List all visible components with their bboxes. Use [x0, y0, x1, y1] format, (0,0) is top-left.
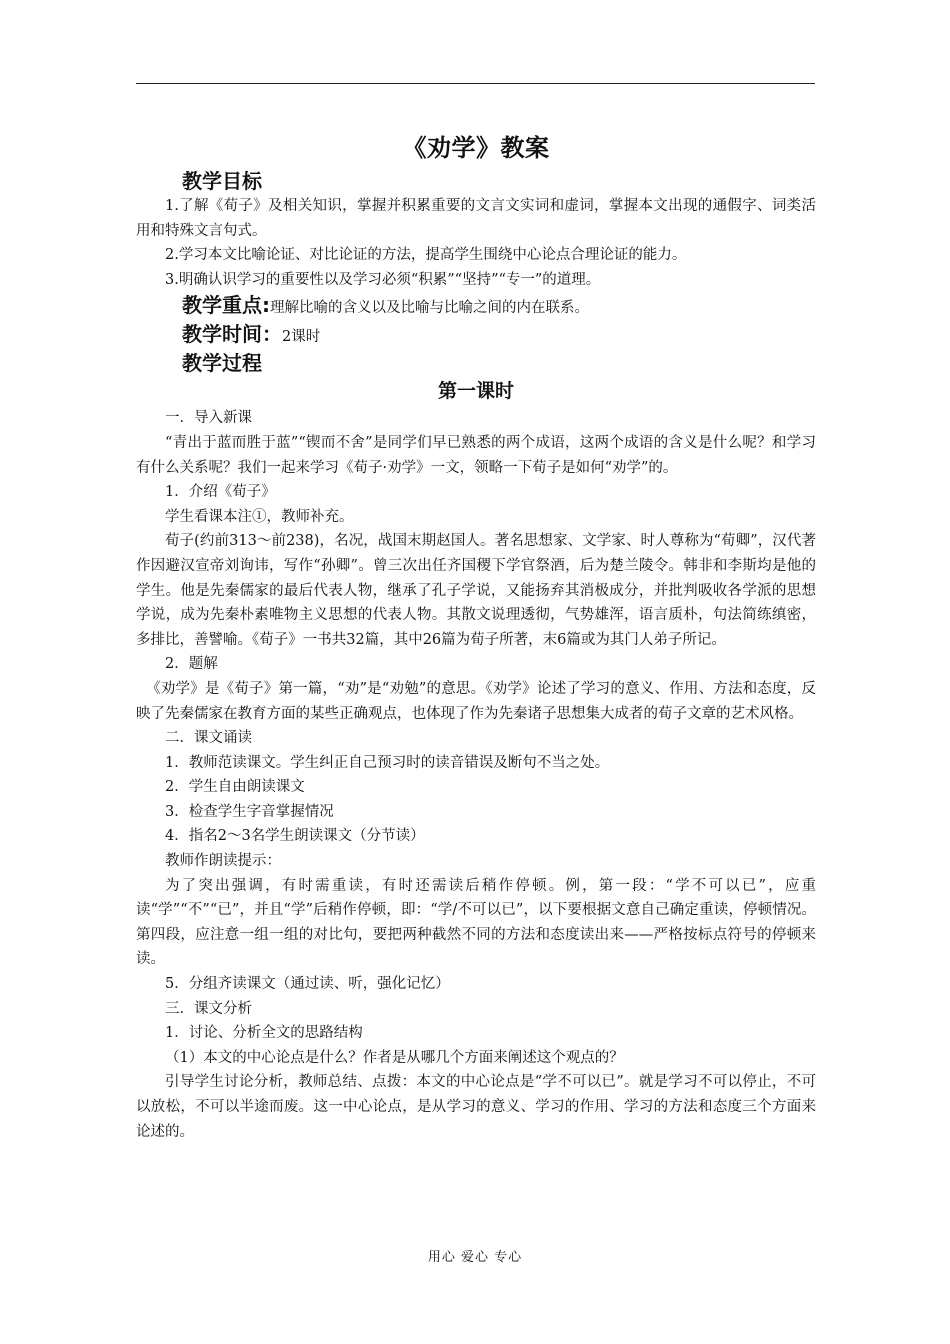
paragraph: 学生看课本注①，教师补充。: [165, 508, 354, 525]
paragraph: 5．分组齐读课文（通过读、听，强化记忆）: [165, 976, 450, 993]
key-point-label: 教学重点:: [182, 293, 270, 318]
lesson-title: 第一课时: [437, 380, 514, 403]
process-heading: 教学过程: [182, 351, 262, 376]
paragraph: 4．指名2～3名学生朗读课文（分节读）: [165, 828, 425, 845]
teaching-time-label: 教学时间：: [182, 322, 282, 347]
key-point-text: 理解比喻的含义以及比喻与比喻之间的内在联系。: [270, 300, 589, 317]
paragraph: “青出于蓝而胜于蓝”“锲而不舍”是同学们早已熟悉的两个成语，这两个成语的含义是什么呢？和学习有什么关系呢？我们一起来学习《荀子·劝学》一文，领略一下荀子是如何“劝学”的。: [136, 434, 816, 476]
header-rule: [136, 83, 815, 84]
paragraph: 《劝学》是《荀子》第一篇，“劝”是“劝勉”的意思。《劝学》论述了学习的意义、作用、方法和态度，反映了先秦儒家在教育方面的某些正确观点，也体现了作为先秦诸子思想集大成者的荀子文章的艺术风格。: [136, 680, 816, 722]
paragraph: 为了突出强调，有时需重读，有时还需读后稍作停顿。例，第一段：“学不可以已”，应重读“学”“不”“已”，并且“学”后稍作停顿，即：“学/不可以已”，以下要根据文意自己确定重读，停顿情况。第四段，应注意一组一组的对比句，要把两种截然不同的方法和态度读出来——严格按标点符号的停顿来读。: [136, 877, 816, 968]
paragraph: 一．导入新课: [165, 410, 252, 427]
paragraph: 教师作朗读提示：: [165, 853, 281, 870]
paragraph: 2．学生自由朗读课文: [165, 779, 305, 796]
document-body: [136, 128, 816, 1144]
paragraph: 1．教师范读课文。学生纠正自己预习时的读音错误及断句不当之处。: [165, 754, 610, 771]
paragraph: 1．介绍《荀子》: [165, 484, 276, 501]
teaching-time-text: 2课时: [282, 329, 321, 346]
paragraph: 引导学生讨论分析，教师总结、点拨：本文的中心论点是“学不可以已”。就是学习不可以停止，不可以放松，不可以半途而废。这一中心论点，是从学习的意义、学习的作用、学习的方法和态度三个方面来论述的。: [136, 1074, 816, 1140]
paragraph: 三．课文分析: [165, 1000, 252, 1017]
key-point: [182, 292, 816, 321]
document-title: 《劝学》教案: [402, 134, 550, 162]
teaching-time: [182, 321, 816, 350]
paragraph: 二．课文诵读: [165, 730, 252, 747]
objective-item: 2.学习本文比喻论证、对比论证的方法，提高学生围绕中心论点合理论证的能力。: [165, 247, 687, 264]
objective-item: 1.了解《荀子》及相关知识，掌握并积累重要的文言文实词和虚词，掌握本文出现的通假字、词类活用和特殊文言句式。: [136, 198, 816, 239]
objective-item: 3.明确认识学习的重要性以及学习必须“积累”“坚持”“专一”的道理。: [165, 271, 601, 288]
paragraph: 2．题解: [165, 656, 218, 673]
paragraph: （1）本文的中心论点是什么？作者是从哪几个方面来阐述这个观点的？: [165, 1049, 624, 1066]
paragraph: 荀子(约前313～前238)，名况，战国末期赵国人。著名思想家、文学家、时人尊称为“荀卿”，汉代著作因避汉宣帝刘询讳，写作“孙卿”。曾三次出任齐国稷下学官祭酒，后为楚兰陵令。韩非和李斯均是他的学生。他是先秦儒家的最后代表人物，继承了孔子学说，又能扬弃其消极成分，并批判吸收各学派的思想学说，成为先秦朴素唯物主义思想的代表人物。其散文说理透彻，气势雄浑，语言质朴，句法简练缜密，多排比，善譬喻。《荀子》一书共32篇，其中26篇为荀子所著，末6篇或为其门人弟子所记。: [136, 533, 816, 648]
paragraph: 1．讨论、分析全文的思路结构: [165, 1025, 363, 1042]
objectives-heading: 教学目标: [182, 169, 262, 193]
page-footer: 用心 爱心 专心: [427, 1250, 523, 1265]
paragraph: 3．检查学生字音掌握情况: [165, 803, 334, 820]
